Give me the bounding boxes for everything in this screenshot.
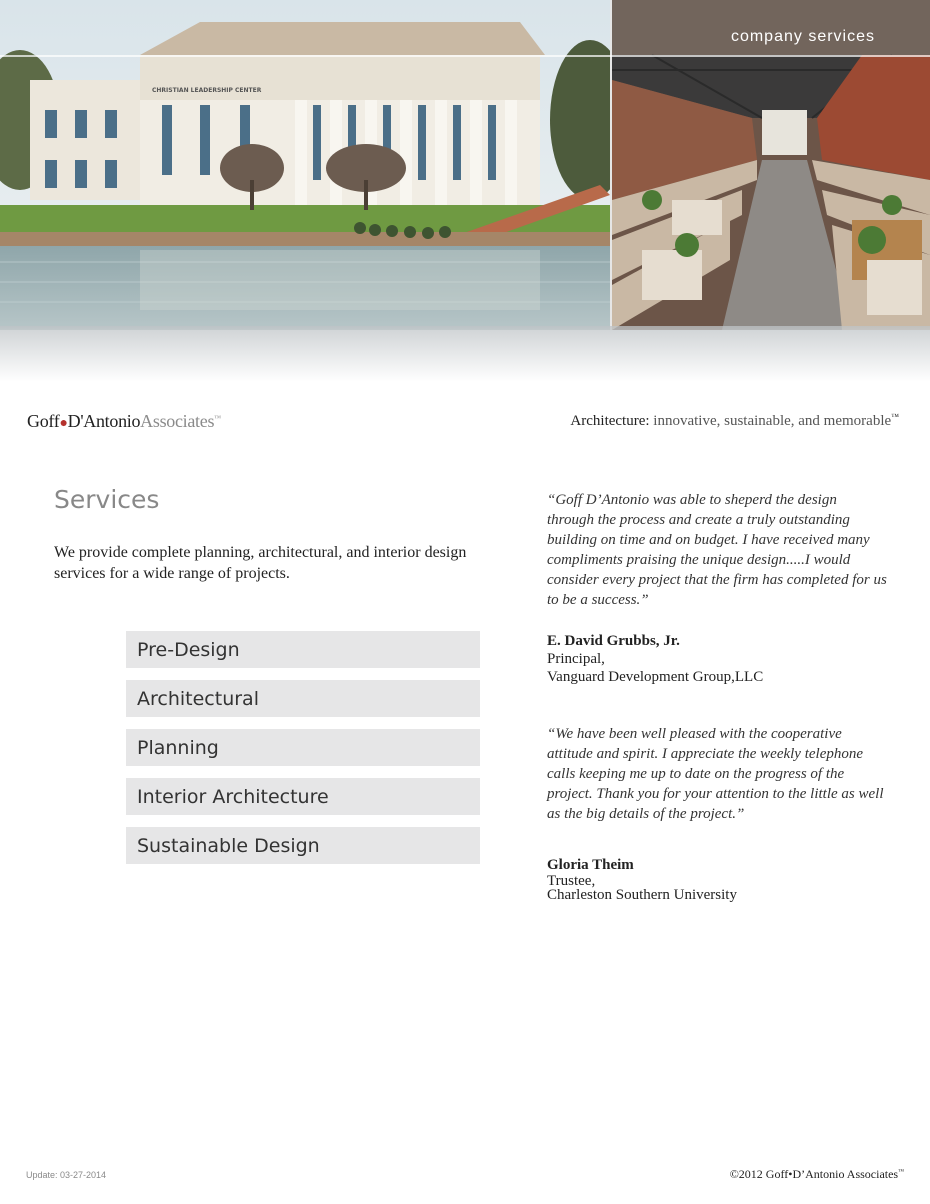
hero-band-line: [0, 55, 930, 57]
company-services-label: company services: [730, 28, 875, 45]
service-item-interior-architecture[interactable]: Interior Architecture: [126, 778, 480, 815]
author-organization: Vanguard Development Group,LLC: [547, 669, 764, 685]
service-list: [126, 631, 480, 876]
author-organization: Charleston Southern University: [547, 887, 737, 903]
tagline-trademark: ™: [891, 412, 899, 421]
service-item-pre-design[interactable]: Pre-Design: [126, 631, 480, 668]
copyright-trademark: ™: [898, 1169, 904, 1175]
logo-associates: Associates: [140, 411, 215, 431]
service-item-planning[interactable]: Planning: [126, 729, 480, 766]
testimonial-author: [547, 857, 737, 902]
page-title: Services: [54, 485, 160, 514]
author-title: Principal,: [547, 651, 605, 667]
tagline-lead: Architecture:: [570, 413, 650, 429]
hero-fade: [0, 326, 930, 382]
services-intro: We provide complete planning, architectural, and interior design services for a wide range of projects.: [54, 544, 467, 582]
building-photo: [0, 0, 610, 330]
update-date: Update: 03-27-2014: [26, 1170, 107, 1180]
company-logo[interactable]: [27, 411, 221, 432]
copyright: [730, 1167, 904, 1182]
author-name: Gloria Theim: [547, 857, 634, 873]
service-item-architectural[interactable]: Architectural: [126, 680, 480, 717]
logo-goff: Goff: [27, 411, 60, 431]
hero-banner: [0, 0, 930, 330]
building-sign: CHRISTIAN LEADERSHIP CENTER: [152, 87, 262, 94]
tagline: [570, 412, 899, 430]
testimonial-quote: “We have been well pleased with the cooperative attitude and spirit. I appreciate the weekly telephone calls keeping me up to date on the progress of the project. Thank you for your attention to the little as well as the big details of the project.”: [547, 726, 884, 822]
author-name: E. David Grubbs, Jr.: [547, 633, 680, 649]
logo-dot-icon: ●: [59, 416, 68, 431]
logo-dantonio: D'Antonio: [67, 411, 141, 431]
service-item-sustainable-design[interactable]: Sustainable Design: [126, 827, 480, 864]
testimonial-quote: “Goff D’Antonio was able to sheperd the design through the process and create a truly outstanding building on time and on budget. I have received many compliments praising the unique design.....I would consider every project that the firm has completed for us to be a success.”: [547, 492, 887, 608]
tagline-rest: innovative, sustainable, and memorable: [653, 413, 892, 429]
logo-trademark: ™: [214, 414, 221, 422]
copyright-text: ©2012 Goff•D’Antonio Associates: [729, 1167, 899, 1181]
testimonial-author: [547, 632, 763, 686]
author-title: Trustee,: [547, 873, 596, 889]
